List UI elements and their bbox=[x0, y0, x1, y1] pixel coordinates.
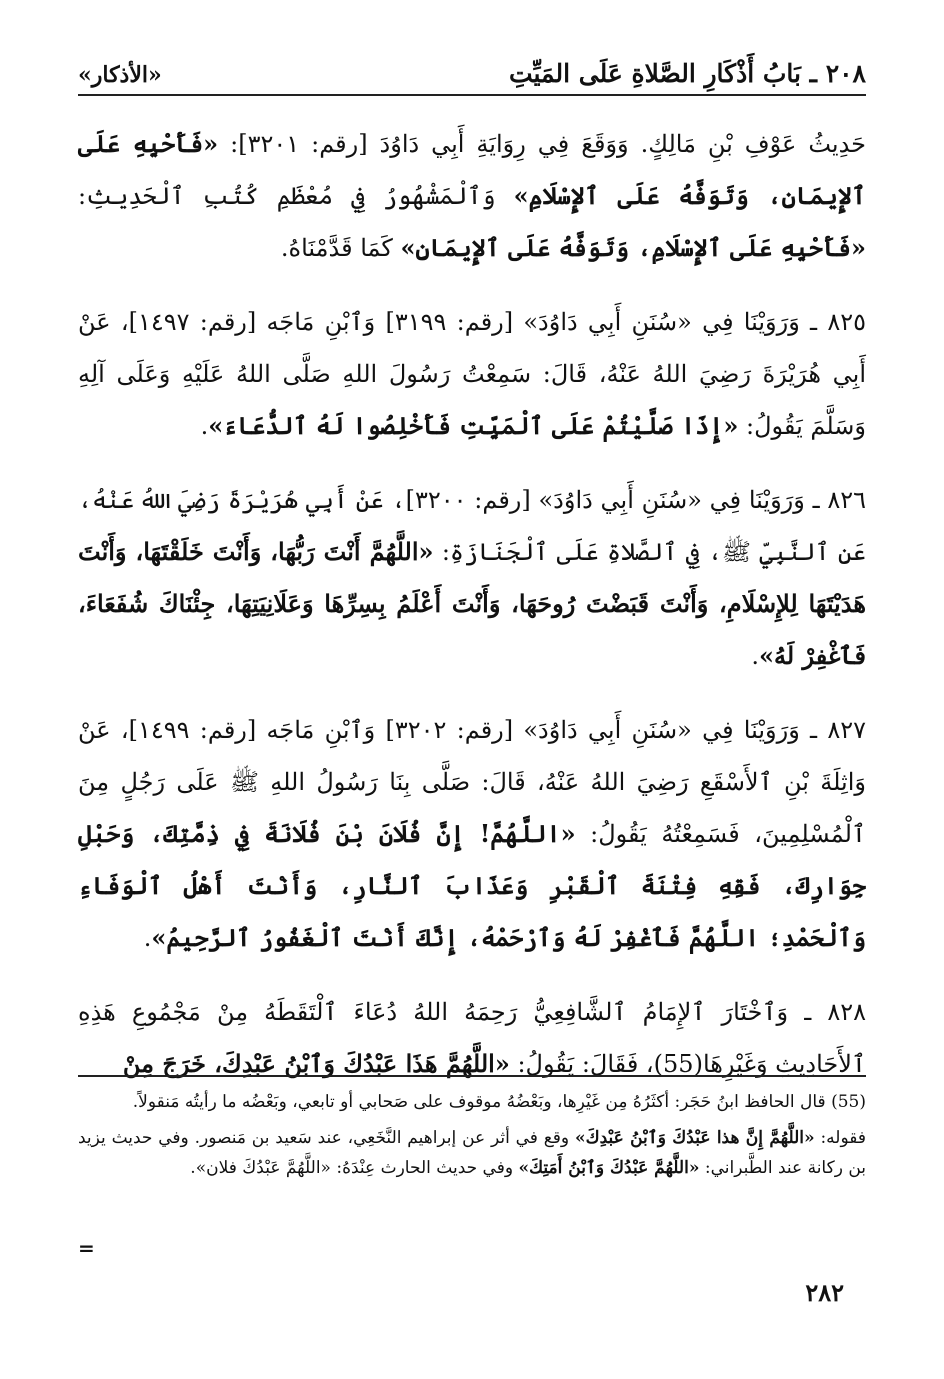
footnote-text: فقوله: bbox=[814, 1128, 866, 1148]
footnote-55-continued bbox=[78, 1123, 866, 1183]
footnotes bbox=[78, 1075, 866, 1189]
text-run: . bbox=[751, 642, 759, 670]
book-title: «الأذكار» bbox=[78, 62, 162, 88]
text-run: ٨٢٧ ـ وَرَوَيْنَا فِي «سُنَنِ أَبِي دَاوُدَ» [رقم: ٣٢٠٢] وَٱبْنِ مَاجَه [رقم: ١٤٩٩]، عَنْ وَاثِلَةَ بْنِ ٱلأَسْقَعِ رَضِيَ اللهُ عَنْهُ، قَالَ: صَلَّى بِنَا رَسُولُ اللهِ ﷺ عَلَى رَجُلٍ مِنَ ٱلْمُسْلِمِينَ، فَسَمِعْتُهُ يَقُولُ: bbox=[78, 716, 867, 848]
chapter-title: ٢٠٨ ـ بَابُ أَذْكَارِ الصَّلاةِ عَلَى المَيِّتِ bbox=[508, 59, 866, 88]
footnote-text: وفي حديث الحارث عِنْدَهُ: «اللَّهُمَّ عَبْدُكَ فلان». bbox=[190, 1158, 519, 1178]
hadith-quote: «فَأَحْيِهِ عَلَى ٱلإِسْلَامِ، وَتَوَفَّهُ عَلَى ٱلإِيمَانِ» bbox=[400, 233, 866, 262]
paragraph-825 bbox=[78, 296, 866, 452]
footnote-quote: «اللَّهُمَّ عَبْدُكَ وَٱبْنُ أَمَتِكَ» bbox=[518, 1158, 700, 1178]
text-run: . bbox=[143, 924, 152, 952]
text-run: ٨٢٨ ـ وَٱخْتَارَ ٱلإِمَامُ ٱلشَّافِعِيُّ رَحِمَهُ اللهُ دُعَاءَ ٱلْتَقَطَهُ مِنْ مَجْمُوعِ هَذِهِ ٱلأَحَادِيثِ وَغَيْرِهَا(55)، فَقَالَ: يَقُولُ: bbox=[78, 998, 866, 1078]
text-run: ٨٢٦ ـ وَرَوَيْنَا فِي «سُنَنِ أَبِي دَاوُدَ» [رقم: ٣٢٠٠]، عَنْ أَبِي هُرَيْرَةَ رَضِيَ اللهُ عَنْهُ، عَنِ ٱلنَّبِيِّ ﷺ، فِي ٱلصَّلاةِ عَلَى ٱلْجَنَازَةِ: bbox=[78, 486, 867, 566]
main-text bbox=[78, 118, 866, 1112]
hadith-quote: «اللَّهُمَّ هَذَا عَبْدُكَ وَٱبْنُ عَبْدِكَ، خَرَجَ مِنْ bbox=[122, 1049, 510, 1078]
hadith-quote: «إِذَا صَلَّيْتُمْ عَلَى ٱلْمَيِّتِ فَأَخْلِصُوا لَهُ ٱلدُّعَاءَ» bbox=[208, 411, 739, 440]
running-header bbox=[78, 50, 866, 96]
text-run: وَٱلْمَشْهُورُ فِي مُعْظَمِ كُتُبِ ٱلْحَدِيثِ: bbox=[78, 182, 514, 210]
footnote-quote: «اللَّهُمَّ إِنَّ هذا عَبْدُكَ وَٱبْنُ عَبْدِكَ» bbox=[574, 1128, 815, 1148]
paragraph-826 bbox=[78, 474, 866, 682]
hadith-quote: «اللَّهُمَّ! إِنَّ فُلَانَ بْنَ فُلَانَةَ فِي ذِمَّتِكَ، وَحَبْلِ جِوَارِكَ، فَقِهِ فِتْنَةَ ٱلْقَبْرِ وَعَذَابَ ٱلنَّارِ، وَأَنْتَ أَهْلُ ٱلْوَفَاءِ وَٱلْحَمْدِ؛ اللَّهُمَّ فَٱغْفِرْ لَهُ وَٱرْحَمْهُ، إِنَّكَ أَنْتَ ٱلْغَفُورُ ٱلرَّحِيمُ» bbox=[78, 819, 866, 952]
text-run: كَمَا قَدَّمْنَاهُ. bbox=[280, 234, 401, 262]
footnote-text: (55) قال الحافظ ابنُ حَجَر: أكثَرُهُ مِن غَيْرِها، وبَعْضُهُ موقوف على صَحابي أو تابعي، وبَعْضُه ما رأيتُه مَنقولاً. bbox=[132, 1092, 866, 1112]
footnote-55 bbox=[78, 1087, 866, 1117]
continuation-mark: = bbox=[78, 1236, 95, 1260]
footnote-text: وقع في أثر عن إبراهيم النَّخَعِي، عند سَعيد بن مَنصور. وفي حديث يزيد بن ركانة عند الطَّبراني: bbox=[78, 1128, 866, 1178]
text-run: حَدِيثُ عَوْفِ بْنِ مَالِكٍ. وَوَقَعَ فِي رِوَايَةِ أَبِي دَاوُدَ [رقم: ٣٢٠١]: bbox=[218, 130, 867, 158]
text-run: . bbox=[200, 412, 209, 440]
hadith-quote: «فَأَحْيِهِ عَلَى ٱلإِيمَانِ، وَتَوَفَّهُ عَلَى ٱلإِسْلَامِ» bbox=[78, 129, 866, 210]
paragraph-intro bbox=[78, 118, 866, 274]
page-number: ٢٨٢ bbox=[805, 1278, 844, 1307]
paragraph-827 bbox=[78, 704, 866, 964]
hadith-quote: «اللَّهُمَّ أَنْتَ رَبُّهَا، وَأَنْتَ خَلَقْتَهَا، وَأَنْتَ هَدَيْتَهَا لِلإِسْلَامِ، وَأَنْتَ قَبَضْتَ رُوحَهَا، وَأَنْتَ أَعْلَمُ بِسِرِّهَا وَعَلَانِيَتِهَا، جِئْنَاكَ شُفَعَاءَ، فَٱغْفِرْ لَهُ» bbox=[78, 537, 866, 670]
text-run: ٨٢٥ ـ وَرَوَيْنَا فِي «سُنَنِ أَبِي دَاوُدَ» [رقم: ٣١٩٩] وَٱبْنِ مَاجَه [رقم: ١٤٩٧]، عَنْ أَبِي هُرَيْرَةَ رَضِيَ اللهُ عَنْهُ، قَالَ: سَمِعْتُ رَسُولَ اللهِ صَلَّى اللهُ عَلَيْهِ وَعَلَى آلِهِ وَسَلَّمَ يَقُولُ: bbox=[78, 308, 867, 440]
